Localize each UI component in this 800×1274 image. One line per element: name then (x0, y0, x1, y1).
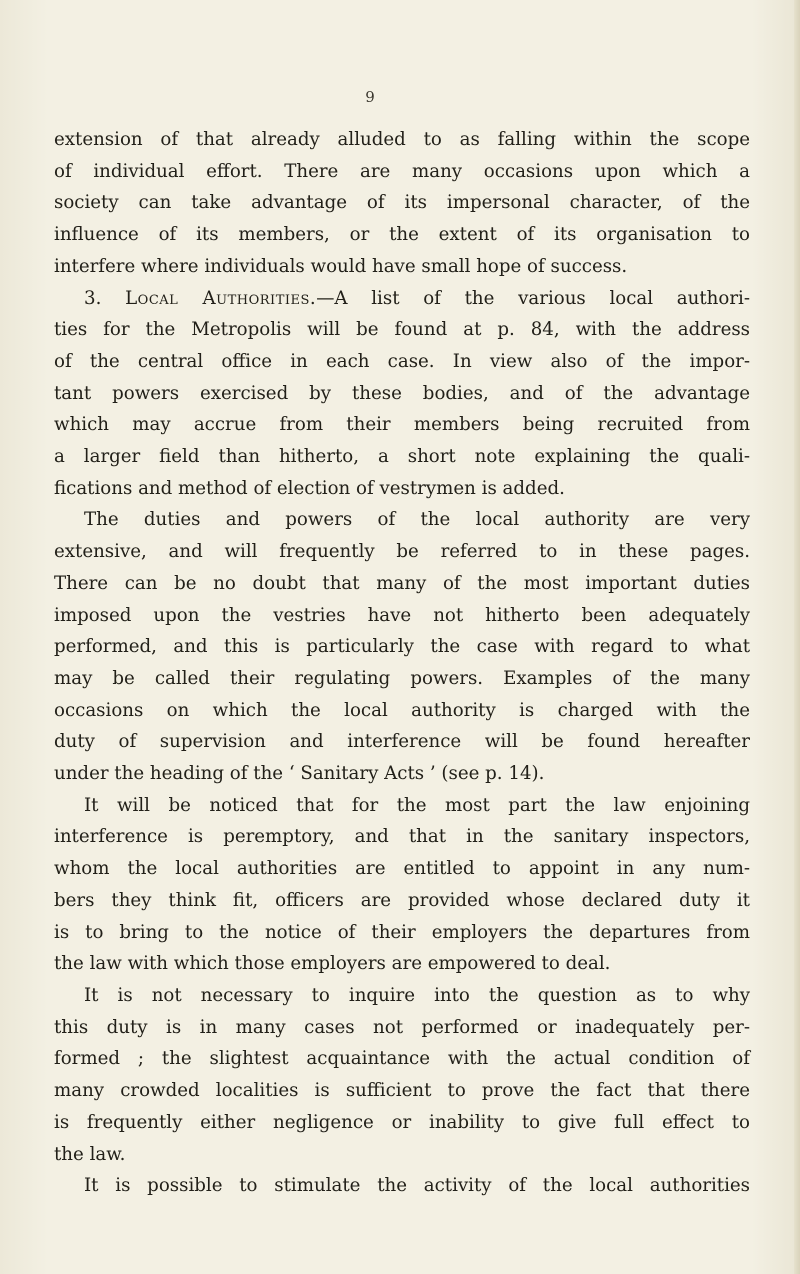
text-line: duty of supervision and interference will be found hereafter (54, 731, 750, 753)
section-number: 3. (84, 287, 102, 309)
section-title: Local Authorities. (125, 287, 317, 309)
paragraph-2 (54, 283, 750, 505)
section-heading-line (54, 283, 750, 315)
text-line: whom the local authorities are entitled to appoint in any num- (54, 858, 750, 880)
paragraph-1 (54, 124, 750, 283)
text-line: extensive, and will frequently be referred to in these pages. (54, 541, 750, 563)
page-edge-shadow (794, 0, 800, 1274)
text-line: The duties and powers of the local authority are very (84, 509, 750, 531)
text-line: It will be noticed that for the most part the law enjoining (84, 794, 750, 816)
text-line: may be called their regulating powers. Examples of the many (54, 667, 750, 689)
text-line: imposed upon the vestries have not hitherto been adequately (54, 604, 750, 626)
text-line: of individual effort. There are many occasions upon which a (54, 160, 750, 182)
text-line: which may accrue from their members being recruited from (54, 414, 750, 436)
text-line: occasions on which the local authority is charged with the (54, 699, 750, 721)
text-line: is to bring to the notice of their employers the departures from (54, 921, 750, 943)
text-line: extension of that already alluded to as falling within the scope (54, 129, 750, 150)
paragraph-4 (54, 790, 750, 980)
paragraph-6 (54, 1170, 750, 1202)
body-text (54, 124, 750, 1202)
text-line: tant powers exercised by these bodies, and of the advantage (54, 382, 750, 404)
text-line: bers they think fit, officers are provided whose declared duty it (54, 889, 750, 911)
text-line: It is possible to stimulate the activity of the local authorities (84, 1175, 750, 1197)
text-line: of the central office in each case. In view also of the impor- (54, 350, 750, 372)
text-line: this duty is in many cases not performed or inadequately per- (54, 1016, 750, 1038)
text-line: is frequently either negligence or inability to give full effect to (54, 1111, 750, 1133)
text-line: performed, and this is particularly the case with regard to what (54, 636, 750, 658)
text-line: a larger field than hitherto, a short note explaining the quali- (54, 446, 750, 468)
text-line: There can be no doubt that many of the most important duties (54, 572, 750, 594)
text-line: It is not necessary to inquire into the question as to why (84, 984, 750, 1006)
text-line: interfere where individuals would have small hope of success. (54, 255, 628, 277)
text-line: the law. (54, 1143, 126, 1165)
page-number: 9 (365, 88, 375, 106)
text-line: interference is peremptory, and that in the sanitary inspectors, (54, 826, 750, 848)
text-line: influence of its members, or the extent of its organisation to (54, 224, 750, 246)
text-line: formed ; the slightest acquaintance with the actual condition of (54, 1048, 750, 1070)
section-heading-rest: —A list of the various local authori- (316, 287, 750, 309)
text-line: under the heading of the ‘ Sanitary Acts ’ (see p. 14). (54, 763, 545, 785)
paragraph-5 (54, 980, 750, 1170)
text-line: society can take advantage of its impersonal character, of the (54, 192, 750, 214)
text-line: fications and method of election of vestrymen is added. (54, 477, 565, 499)
text-line: ties for the Metropolis will be found at p. 84, with the address (54, 319, 750, 341)
text-line: the law with which those employers are empowered to deal. (54, 953, 611, 975)
paragraph-3 (54, 504, 750, 789)
text-line: many crowded localities is sufficient to prove the fact that there (54, 1080, 750, 1102)
